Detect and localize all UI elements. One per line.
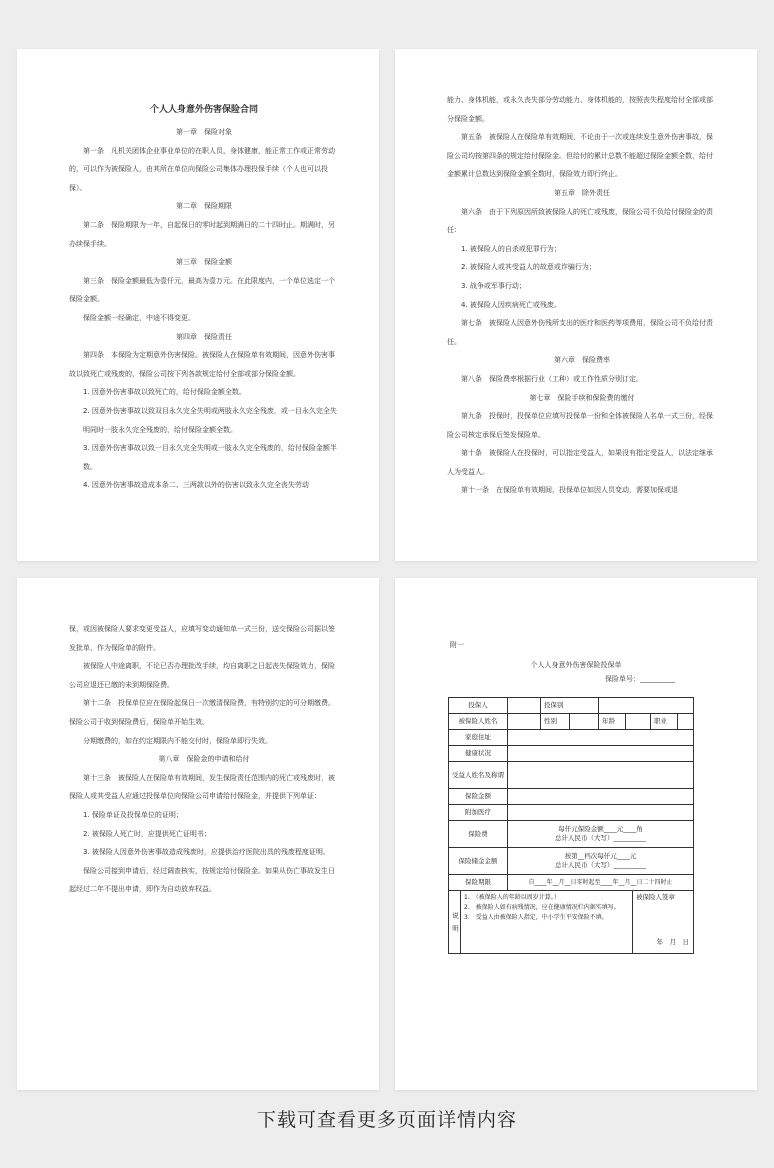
occupation-cell[interactable] (678, 714, 694, 730)
premium-line-1: 每仟元保险金额____元____角 (558, 825, 643, 833)
form-title: 个人人身意外伤害保险投保单 (530, 661, 622, 669)
paragraph: 2. 因意外伤害事故以致双目永久完全失明或两肢永久完全残废，或一目永久完全失明同时一肢永久完全残废的，给付保险金额全数。 (83, 406, 337, 434)
deposit-line-1: 按第__档次每仟元____元 (564, 852, 637, 860)
chapter-heading: 第七章 保险手续和保险费的缴付 (529, 393, 635, 402)
paragraph: 保险金额一经确定，中途不得变更。 (83, 313, 195, 322)
beneficiary-label: 受益人姓名及称谓 (449, 762, 508, 789)
deposit-cell[interactable] (508, 848, 694, 875)
paragraph: 第九条 投保时，投保单位应填写投保单一份和全体被保险人名单一式三份，经保险公司核定承保后签发保险单。 (447, 412, 713, 439)
policy-number: 保险单号：__________ (605, 675, 675, 683)
period-label: 保险期限 (449, 875, 508, 891)
premium-cell[interactable] (508, 821, 694, 848)
document-page-4 (395, 578, 757, 1090)
paragraph: 2. 被保险人死亡时，应提供死亡证明书； (83, 829, 211, 838)
page-1-text (69, 99, 339, 495)
health-label: 健康状况 (449, 746, 508, 762)
address-label: 家庭住址 (449, 730, 508, 746)
paragraph: 3. 因意外伤害事故以致一目永久完全失明或一肢永久完全残废的，给付保险金额半数。 (83, 444, 337, 471)
paragraph: 2. 被保险人或其受益人的故意或诈骗行为； (461, 263, 596, 272)
document-page-2 (395, 49, 757, 561)
paragraph: 第十二条 投保单位应在保险起保日一次缴清保险费，有特别约定的可分期缴费。保险公司于收到保险费后，保险单开始生效。 (69, 699, 335, 726)
paragraph: 第十条 被保险人在投保时，可以指定受益人，如果没有指定受益人，以法定继承人为受益人。 (447, 449, 713, 476)
paragraph: 3. 被保险人因意外伤害事故造成残废时，应提供治疗医院出具的残废程度证明。 (83, 848, 330, 857)
page-3-body (69, 620, 339, 899)
application-form (448, 697, 694, 954)
paragraph: 4. 因意外伤害事故造成本条二、三两款以外的伤害以致永久完全丧失劳动 (83, 481, 309, 490)
paragraph: 第三条 保险金额最低为壹仟元，最高为壹万元。在此限度内，一个单位选定一个保险金额。 (69, 276, 335, 304)
insured-name-label: 被保险人姓名 (449, 714, 508, 730)
appendix-label: 附一 (450, 641, 464, 649)
paragraph: 第六条 由于下列原因所致被保险人的死亡或残废，保险公司不负给付保险金的责任： (447, 207, 713, 235)
chapter-heading: 第二章 保险期限 (176, 202, 232, 211)
period-value: 自____年__月__日零时起至____年__月__日二十四时止 (508, 875, 694, 891)
page-1-body (69, 123, 339, 495)
download-hint: 下载可查看更多页面详情内容 (256, 1109, 517, 1131)
chapter-heading: 第四章 保险责任 (176, 332, 232, 341)
signature-box[interactable] (633, 891, 693, 953)
paragraph: 第二条 保险期限为一年，自起保日的零时起到期满日的二十四时止。期满时，另办续保手续。 (69, 220, 335, 248)
chapter-heading: 第一章 保险对象 (176, 128, 232, 136)
note-item: 3. 受益人由被保险人指定，中小学生平安保险不填。 (464, 914, 608, 921)
page-3-text (69, 620, 339, 899)
document-page-3 (17, 578, 379, 1090)
notes-list (461, 891, 633, 953)
paragraph: 第一条 凡机关团体企业事业单位的在职人员，身体健康，能正常工作或正常劳动的，可以作为被保险人，由其所在单位向保险公司集体办理投保手续（个人也可以投保）。 (69, 146, 335, 192)
contract-title: 个人人身意外伤害保险合同 (149, 105, 258, 115)
premium-line-2: 总计人民币（大写）__________ (555, 834, 646, 842)
sum-insured-label: 保险金额 (449, 789, 508, 805)
paragraph: 1. 保险单证及投保单位的证明； (83, 810, 183, 819)
signature-date: 年 月 日 (656, 938, 689, 946)
paragraph: 保，或因被保险人要求变更受益人，应填写变动通知单一式三份，送交保险公司据以签发批单，作为保险单的附件。 (69, 625, 335, 652)
chapter-heading: 第三章 保险金额 (176, 258, 232, 267)
page-2-body (447, 91, 717, 500)
paragraph: 能力、身体机能，或永久丧失部分劳动能力、身体机能的，按照丧失程度给付全部或部分保险金额。 (447, 96, 713, 123)
note-item: 1. （被保险人的年龄以周岁计算。） (464, 894, 560, 901)
chapter-heading: 第六章 保险费率 (554, 356, 610, 365)
notes-row (449, 891, 694, 954)
paragraph: 第十三条 被保险人在保险单有效期间，发生保险责任范围内的死亡或残废时，被保险人或其受益人应通过投保单位向保险公司申请给付保险金，并提供下列单证： (69, 773, 335, 801)
paragraph: 1. 被保险人的自杀或犯罪行为； (461, 244, 561, 253)
paragraph: 第四条 本保险为定期意外伤害保险。被保险人在保险单有效期间，因意外伤害事故以致死亡或残废的，保险公司按下列各款规定给付全部或部分保险金额。 (69, 351, 335, 378)
insurer-bank-cell[interactable] (599, 698, 694, 714)
insurer-cell[interactable] (508, 698, 541, 714)
paragraph: 第七条 被保险人因意外伤残所支出的医疗和医药等项费用，保险公司不负给付责任。 (447, 319, 713, 346)
signature-label: 被保险人签章 (636, 893, 675, 901)
document-page-1 (17, 49, 379, 561)
health-cell[interactable] (508, 746, 694, 762)
deposit-label: 保险储金金额 (449, 848, 508, 875)
paragraph: 分期缴费的，如在约定期限内不能交付时，保险单即行失效。 (83, 736, 272, 745)
note-item: 2. 被保险人如有病残情况，应在健康情况栏内据实填写。 (464, 904, 620, 911)
insurer-label: 投保人 (449, 698, 508, 714)
chapter-heading: 第五章 除外责任 (554, 188, 610, 197)
insured-name-cell[interactable] (508, 714, 541, 730)
beneficiary-cell[interactable] (508, 762, 694, 789)
address-cell[interactable] (508, 730, 694, 746)
occupation-label: 职业 (651, 714, 678, 730)
extra-medical-cell[interactable] (508, 805, 694, 821)
deposit-line-2: 总计人民币（大写）__________ (555, 861, 646, 869)
paragraph: 第八条 保险费率根据行业（工种）或工作性质分别订定。 (461, 374, 643, 383)
page-2-text (447, 91, 717, 500)
paragraph: 4. 被保险人因疾病死亡或残废。 (461, 300, 561, 309)
gender-cell[interactable] (570, 714, 599, 730)
gender-label: 性别 (541, 714, 570, 730)
extra-medical-label: 附加医疗 (449, 805, 508, 821)
paragraph: 被保险人中途离职，不论已否办理批改手续，均自离职之日起丧失保险效力，保险公司应退还已缴的未到期保险费。 (69, 662, 335, 689)
notes-label: 说 明 (449, 891, 461, 953)
paragraph: 保险公司接到申请后，经过调查核实，按规定给付保险金。如果从伤亡事故发生日起经过二年不提出申请，即作为自动放弃权益。 (69, 866, 335, 894)
paragraph: 第十一条 在保险单有效期间，投保单位如因人员变动，需要加保或退 (461, 486, 678, 495)
insurer-bank-label: 投保别 (541, 698, 599, 714)
chapter-heading: 第八章 保险金的申请和给付 (158, 755, 250, 764)
paragraph: 第五条 被保险人在保险单有效期间，不论由于一次或连续发生意外伤害事故，保险公司均按第四条的规定给付保险金。但给付的累计总数不能超过保险金额全数，给付金额累计总数达到保险金额全数时，保险效力即行终止。 (447, 133, 713, 179)
age-cell[interactable] (626, 714, 651, 730)
premium-label: 保险费 (449, 821, 508, 848)
paragraph: 3. 战争或军事行动； (461, 281, 526, 290)
paragraph: 1. 因意外伤害事故以致死亡的，给付保险金额全数。 (83, 388, 246, 397)
sum-insured-cell[interactable] (508, 789, 694, 805)
age-label: 年龄 (599, 714, 626, 730)
